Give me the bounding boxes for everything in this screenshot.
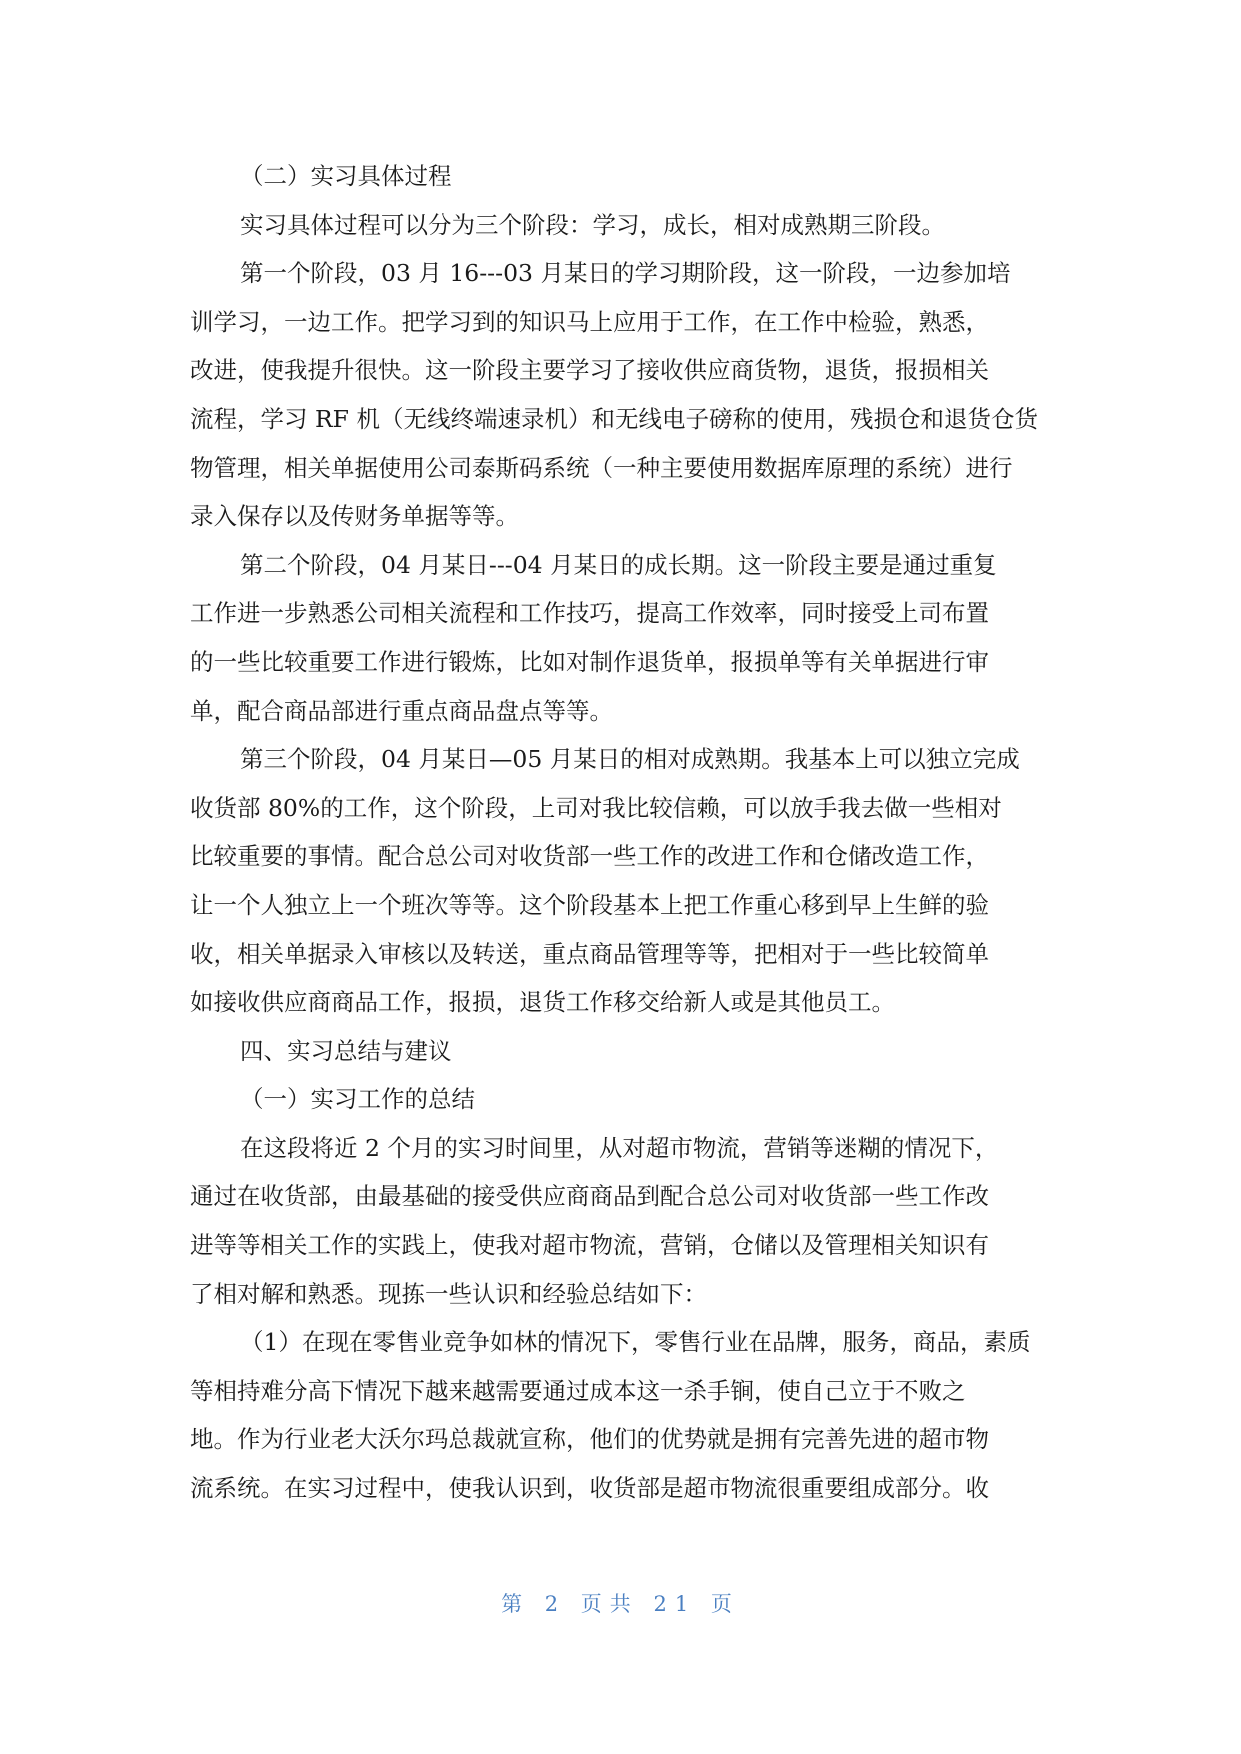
text-line: 第二个阶段，04 月某日---04 月某日的成长期。这一阶段主要是通过重复 bbox=[240, 550, 997, 579]
text-line: 收货部 80%的工作，这个阶段，上司对我比较信赖，可以放手我去做一些相对 bbox=[190, 793, 1002, 822]
page-number-footer: 第 2 页共 21 页 bbox=[501, 1592, 740, 1616]
text-line: 如接收供应商商品工作，报损，退货工作移交给新人或是其他员工。 bbox=[190, 988, 895, 1017]
text-line: 等相持难分高下情况下越来越需要通过成本这一杀手锏，使自己立于不败之 bbox=[190, 1376, 966, 1405]
text-line: （二）实习具体过程 bbox=[240, 162, 452, 190]
text-line: 单，配合商品部进行重点商品盘点等等。 bbox=[190, 696, 613, 725]
text-line: （一）实习工作的总结 bbox=[240, 1085, 475, 1114]
text-line: 录入保存以及传财务单据等等。 bbox=[190, 502, 519, 531]
text-line: 收，相关单据录入审核以及转送，重点商品管理等等，把相对于一些比较简单 bbox=[190, 939, 989, 968]
text-line: 训学习，一边工作。把学习到的知识马上应用于工作，在工作中检验，熟悉， bbox=[190, 307, 989, 336]
text-line: 物管理，相关单据使用公司泰斯码系统（一种主要使用数据库原理的系统）进行 bbox=[190, 453, 1013, 482]
text-line: 改进，使我提升很快。这一阶段主要学习了接收供应商货物，退货，报损相关 bbox=[190, 356, 989, 385]
text-line: 的一些比较重要工作进行锻炼，比如对制作退货单，报损单等有关单据进行审 bbox=[190, 647, 989, 676]
text-line: 比较重要的事情。配合总公司对收货部一些工作的改进工作和仓储改造工作， bbox=[190, 842, 989, 871]
text-line: 流程，学习 RF 机（无线终端速录机）和无线电子磅称的使用，残损仓和退货仓货 bbox=[190, 404, 1038, 433]
body-text bbox=[190, 152, 1050, 1513]
text-line: 了相对解和熟悉。现拣一些认识和经验总结如下： bbox=[190, 1279, 707, 1308]
text-line: 第一个阶段，03 月 16---03 月某日的学习期阶段，这一阶段，一边参加培 bbox=[240, 259, 1011, 288]
text-line: 通过在收货部，由最基础的接受供应商商品到配合总公司对收货部一些工作改 bbox=[190, 1182, 989, 1211]
text-line: 流系统。在实习过程中，使我认识到，收货部是超市物流很重要组成部分。收 bbox=[190, 1474, 989, 1503]
text-line: 让一个人独立上一个班次等等。这个阶段基本上把工作重心移到早上生鲜的验 bbox=[190, 890, 989, 919]
text-line: 四、实习总结与建议 bbox=[240, 1036, 452, 1065]
text-line: 在这段将近 2 个月的实习时间里，从对超市物流，营销等迷糊的情况下， bbox=[240, 1133, 999, 1162]
text-line: 实习具体过程可以分为三个阶段：学习，成长，相对成熟期三阶段。 bbox=[240, 210, 945, 239]
text-line: 第三个阶段，04 月某日—05 月某日的相对成熟期。我基本上可以独立完成 bbox=[240, 745, 1020, 774]
text-line: 工作进一步熟悉公司相关流程和工作技巧，提高工作效率，同时接受上司布置 bbox=[190, 599, 989, 628]
text-line: （1）在现在零售业竞争如林的情况下，零售行业在品牌，服务，商品，素质 bbox=[240, 1328, 1031, 1357]
text-line: 地。作为行业老大沃尔玛总裁就宣称，他们的优势就是拥有完善先进的超市物 bbox=[190, 1425, 989, 1454]
text-line: 进等等相关工作的实践上，使我对超市物流，营销，仓储以及管理相关知识有 bbox=[190, 1231, 989, 1260]
